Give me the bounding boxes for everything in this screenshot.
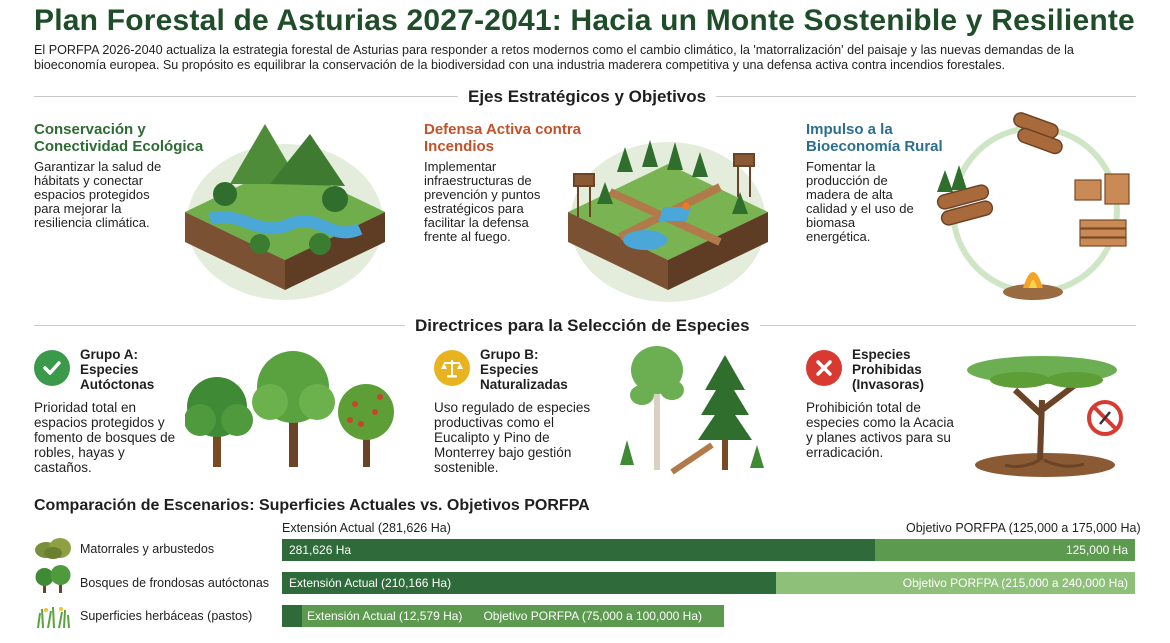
bar-value-actual: Extensión Actual (12,579 Ha) [307, 609, 463, 623]
native-trees-illustration [185, 342, 405, 472]
balance-scale-icon [434, 350, 470, 386]
axis-incendios-title: Defensa Activa contra Incendios [424, 121, 582, 155]
row-label-pastos: Superficies herbáceas (pastos) [80, 609, 253, 623]
caption-objetivo: Objetivo PORFPA (125,000 a 175,000 Ha) [906, 521, 1141, 535]
prohibited-title: Especies Prohibidas (Invasoras) [852, 347, 925, 392]
bar-value: Extensión Actual (210,166 Ha) [289, 576, 452, 590]
bar-actual-matorrales [282, 539, 875, 561]
bar-actual-frondosas [282, 572, 776, 594]
directrices-heading: Directrices para la Selección de Especies [405, 316, 760, 336]
directrices-section-header [34, 316, 1136, 336]
group-b-desc: Uso regulado de especies productivas como el Eucalipto y Pino de Monterrey bajo gestión sostenible. [434, 400, 591, 475]
ejes-heading: Ejes Estratégicos y Objetivos [458, 87, 716, 107]
row-label-frondosas: Bosques de frondosas autóctonas [80, 576, 270, 590]
group-a-title: Grupo A: Especies Autóctonas [80, 347, 155, 392]
caption-actual: Extensión Actual (281,626 Ha) [282, 521, 451, 535]
axis-conservacion-desc: Garantizar la salud de hábitats y conectar espacios protegidos para mejorar la resiliencia climática. [34, 159, 162, 230]
bar-value: 281,626 Ha [289, 543, 352, 557]
timber-cycle-illustration [925, 110, 1145, 305]
firebreak-landscape-illustration [550, 112, 785, 307]
axis-bioeconomia-desc: Fomentar la producción de madera de alta calidad y el uso de biomasa energética. [806, 159, 914, 244]
axis-incendios-desc: Implementar infraestructuras de prevención y puntos estratégicos para facilitar la defensa frente al fuego. [424, 159, 541, 244]
check-icon [34, 350, 70, 386]
naturalized-trees-illustration [612, 340, 772, 475]
group-b-title: Grupo B: Especies Naturalizadas [480, 347, 568, 392]
bar-value: Objetivo PORFPA (215,000 a 240,000 Ha) [902, 576, 1128, 590]
shrub-icon [34, 533, 72, 559]
ejes-section-header [34, 87, 1136, 107]
bar-objetivo-frondosas [776, 572, 1135, 594]
invasive-acacia-illustration [960, 340, 1140, 480]
axis-conservacion-title: Conservación y Conectividad Ecológica [34, 121, 204, 155]
bar-objetivo-pastos [302, 605, 724, 627]
bar-actual-pastos [282, 605, 302, 627]
axis-bioeconomia-title: Impulso a la Bioeconomía Rural [806, 121, 943, 155]
bar-value: 125,000 Ha [1065, 543, 1128, 557]
group-a-desc: Prioridad total en espacios protegidos y fomento de bosques de robles, hayas y castaños. [34, 400, 176, 475]
row-label-matorrales: Matorrales y arbustedos [80, 542, 215, 556]
comparacion-heading: Comparación de Escenarios: Superficies Actuales vs. Objetivos PORFPA [34, 497, 590, 514]
cross-icon [806, 350, 842, 386]
broadleaf-trees-icon [34, 564, 72, 594]
bar-objetivo-matorrales [875, 539, 1135, 561]
page-title: Plan Forestal de Asturias 2027-2041: Hacia un Monte Sostenible y Resiliente [34, 4, 1135, 37]
grass-icon [34, 601, 72, 629]
intro-text: El PORFPA 2026-2040 actualiza la estrategia forestal de Asturias para responder a retos modernos como el cambio climático, la 'matorralización' del paisaje y las nuevas demandas de la bioeconomía europea. Su propósito es equilibrar la conservación de la biodiversidad con una industria maderera competitiva y una defensa activa contra incendios forestales. [34, 43, 1074, 72]
river-landscape-illustration [170, 114, 400, 304]
prohibited-desc: Prohibición total de especies como la Acacia y planes activos para su erradicación. [806, 400, 954, 460]
bar-value-objetivo: Objetivo PORFPA (75,000 a 100,000 Ha) [483, 609, 703, 623]
